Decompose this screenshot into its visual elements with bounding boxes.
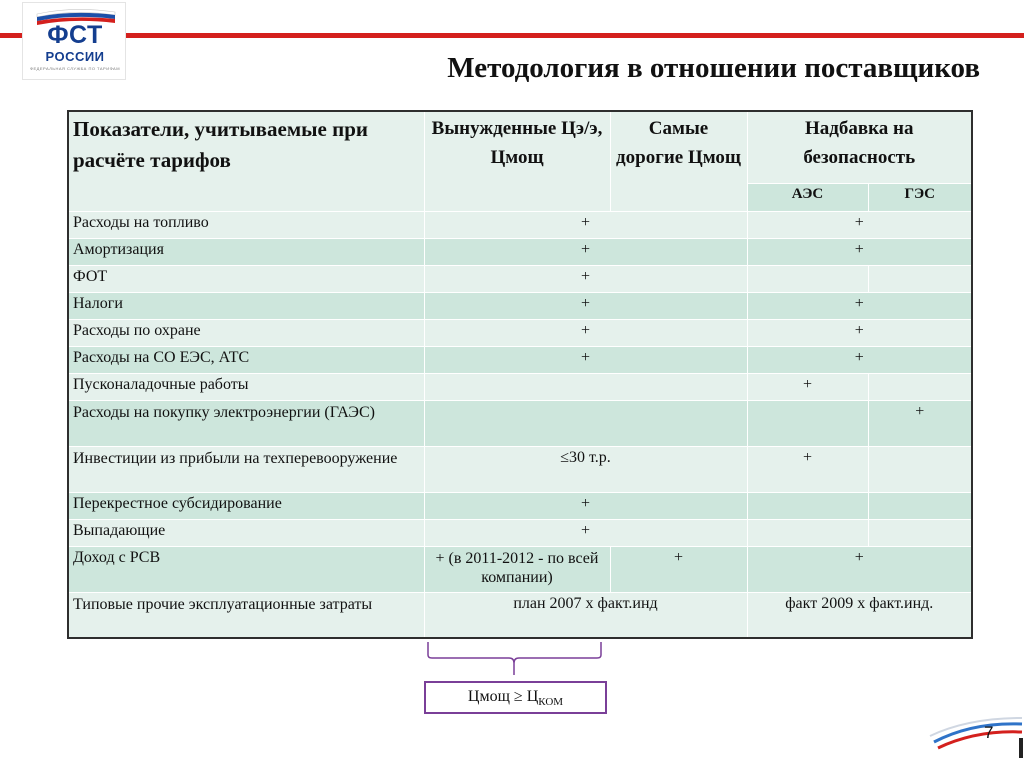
table-row xyxy=(68,592,972,638)
cell-forced: + xyxy=(424,292,747,319)
logo-line-2: РОССИИ xyxy=(45,49,105,64)
cell-forced: ≤30 т.р. xyxy=(424,446,747,492)
table-row xyxy=(68,211,972,238)
cell-forced: + xyxy=(424,211,747,238)
row-label: Пусконаладочные работы xyxy=(68,373,424,400)
row-label: Доход с РСВ xyxy=(68,546,424,592)
cell-forced: + xyxy=(424,265,747,292)
cell-hpp xyxy=(868,265,972,292)
header-expensive: Самые дорогие Цмощ xyxy=(610,111,747,211)
table-row xyxy=(68,238,972,265)
row-label: Расходы по охране xyxy=(68,319,424,346)
row-label: Типовые прочие эксплуатационные затраты xyxy=(68,592,424,638)
methodology-table xyxy=(67,110,973,639)
cell-forced: план 2007 х факт.инд xyxy=(424,592,747,638)
cell-npp xyxy=(747,519,868,546)
table-row xyxy=(68,265,972,292)
row-label: Амортизация xyxy=(68,238,424,265)
cell-safety: факт 2009 х факт.инд. xyxy=(747,592,972,638)
cell-forced xyxy=(424,373,747,400)
cell-safety: + xyxy=(747,346,972,373)
cell-npp xyxy=(747,492,868,519)
header-indicators: Показатели, учитываемые при расчёте тарифов xyxy=(68,111,424,211)
cell-forced: + xyxy=(424,238,747,265)
cell-npp: + xyxy=(747,373,868,400)
row-label: Расходы на покупку электроэнергии (ГАЭС) xyxy=(68,400,424,446)
cell-forced: + xyxy=(424,319,747,346)
row-label: Перекрестное субсидирование xyxy=(68,492,424,519)
cell-safety: + xyxy=(747,211,972,238)
flag-swoosh-decoration-icon xyxy=(924,714,1024,750)
table-row xyxy=(68,519,972,546)
cell-safety: + xyxy=(747,546,972,592)
cell-safety: + xyxy=(747,238,972,265)
row-label: Инвестиции из прибыли на техперевооружение xyxy=(68,446,424,492)
table-row xyxy=(68,546,972,592)
table-row xyxy=(68,446,972,492)
cell-forced xyxy=(424,400,747,446)
cell-hpp xyxy=(868,373,972,400)
table-row xyxy=(68,400,972,446)
header-safety: Надбавка на безопасность xyxy=(747,111,972,183)
formula-text: Цмощ ≥ Ц xyxy=(467,688,539,705)
header-forced: Вынужденные Цэ/э, Цмощ xyxy=(424,111,610,211)
fst-logo xyxy=(22,2,126,80)
slide-corner-mark xyxy=(1019,738,1023,758)
table-row xyxy=(68,492,972,519)
page-number: 7 xyxy=(984,723,994,742)
cell-expensive: + xyxy=(610,546,747,592)
page-title: Методология в отношении поставщиков xyxy=(447,52,980,84)
cell-safety: + xyxy=(747,292,972,319)
cell-hpp xyxy=(868,519,972,546)
cell-hpp xyxy=(868,492,972,519)
brace-connector xyxy=(427,641,603,677)
cell-npp: + xyxy=(747,446,868,492)
row-label: Расходы на топливо xyxy=(68,211,424,238)
header-hpp: ГЭС xyxy=(868,183,972,211)
table-row xyxy=(68,346,972,373)
table-row xyxy=(68,373,972,400)
cell-safety: + xyxy=(747,319,972,346)
cell-hpp xyxy=(868,446,972,492)
row-label: ФОТ xyxy=(68,265,424,292)
cell-forced: + xyxy=(424,492,747,519)
table-row xyxy=(68,319,972,346)
table-row xyxy=(68,292,972,319)
cell-forced: + xyxy=(424,519,747,546)
row-label: Выпадающие xyxy=(68,519,424,546)
formula-subscript: КОМ xyxy=(538,696,564,709)
row-label: Налоги xyxy=(68,292,424,319)
logo-line-1: ФСТ xyxy=(47,21,103,49)
logo-caption: ФЕДЕРАЛЬНАЯ СЛУЖБА ПО ТАРИФАМ xyxy=(29,66,121,71)
header-red-line xyxy=(0,33,1024,38)
header-npp: АЭС xyxy=(747,183,868,211)
cell-hpp: + xyxy=(868,400,972,446)
formula-box xyxy=(424,681,607,714)
cell-forced: + xyxy=(424,346,747,373)
cell-npp xyxy=(747,400,868,446)
cell-npp xyxy=(747,265,868,292)
row-label: Расходы на СО ЕЭС, АТС xyxy=(68,346,424,373)
cell-forced: + (в 2011-2012 - по всей компании) xyxy=(424,546,610,592)
